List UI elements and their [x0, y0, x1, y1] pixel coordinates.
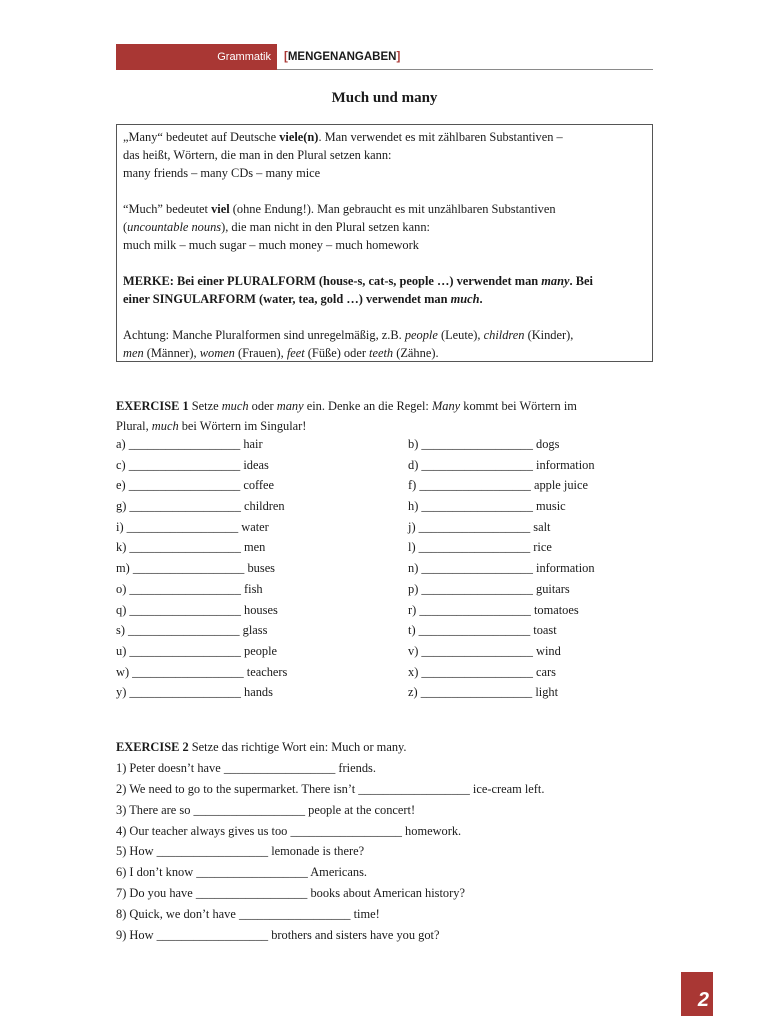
achtung-italic: teeth [369, 346, 394, 360]
page-header [116, 44, 653, 70]
rule-box [116, 124, 653, 362]
exercise-2 [116, 740, 656, 949]
instruction-text: Plural, [116, 419, 152, 433]
much-examples: much milk – much sugar – much money – much homework [123, 238, 419, 252]
rule-text: „Many“ bedeutet auf Deutsche [123, 130, 280, 144]
exercise-1-row [116, 540, 656, 561]
exercise-item[interactable]: e) __________________ coffee [116, 478, 275, 493]
rule-bold: viel [211, 202, 230, 216]
exercise-1-row [116, 582, 656, 603]
exercise-item[interactable]: k) __________________ men [116, 540, 266, 555]
much-rule-line [123, 200, 646, 218]
exercise-item[interactable]: p) __________________ guitars [408, 581, 570, 596]
exercise-2-item[interactable]: 5) How __________________ lemonade is there? [116, 844, 365, 859]
achtung-italic: feet [286, 346, 305, 360]
rule-bold: viele(n) [279, 130, 319, 144]
header-topic-label: MENGENANGABEN [287, 51, 397, 63]
merke-italic: many [541, 274, 570, 288]
rule-text: ( [123, 220, 128, 234]
rule-text: ), die man nicht in den Plural setzen kann: [221, 220, 430, 234]
exercise-1-instructions [116, 396, 656, 436]
rule-text: . Man verwendet es mit zählbaren Substantiven – [318, 130, 563, 144]
exercise-item[interactable]: t) __________________ toast [408, 623, 557, 638]
achtung-italic: men [123, 346, 144, 360]
exercise-item[interactable]: f) __________________ apple juice [408, 478, 588, 493]
bracket-open: [ [284, 51, 288, 63]
exercise-2-item[interactable]: 7) Do you have __________________ books about American history? [116, 886, 465, 901]
exercise-2-instructions [116, 740, 656, 761]
exercise-item[interactable]: v) __________________ wind [408, 643, 561, 658]
exercise-2-item[interactable]: 6) I don’t know __________________ Americans. [116, 865, 368, 880]
exercise-item[interactable]: d) __________________ information [408, 457, 595, 472]
many-rule-line [123, 128, 646, 146]
rule-italic: uncountable nouns [127, 220, 222, 234]
exercise-2-list [116, 761, 656, 949]
exercise-1-row [116, 520, 656, 541]
exercise-2-item[interactable]: 4) Our teacher always gives us too __________________ homework. [116, 823, 462, 838]
instruction-text: oder [248, 399, 277, 413]
bracket-close: ] [396, 51, 401, 63]
achtung-line-1 [123, 326, 646, 344]
exercise-1-row [116, 623, 656, 644]
achtung-text: (Kinder), [524, 328, 574, 342]
achtung-text: (Männer), [143, 346, 200, 360]
page-number: 2 [681, 972, 713, 1016]
exercise-item[interactable]: h) __________________ music [408, 499, 566, 514]
achtung-italic: people [404, 328, 438, 342]
exercise-2-item[interactable]: 2) We need to go to the supermarket. There isn’t __________________ ice-cream left. [116, 781, 545, 796]
exercise-item[interactable]: z) __________________ light [408, 685, 559, 700]
page-title: Much und many [331, 90, 438, 106]
exercise-1-row [116, 603, 656, 624]
merke-text: einer SINGULARFORM (water, tea, gold …) verwendet man [123, 292, 451, 306]
exercise-1-row [116, 665, 656, 686]
exercise-1-row [116, 478, 656, 499]
exercise-1-line-2 [116, 416, 656, 436]
exercise-2-item[interactable]: 8) Quick, we don’t have __________________ time! [116, 907, 380, 922]
instruction-text: ein. Denke an die Regel: [303, 399, 432, 413]
instruction-italic: Many [431, 399, 461, 413]
exercise-label: EXERCISE 1 [116, 399, 189, 413]
exercise-2-item[interactable]: 1) Peter doesn’t have __________________ friends. [116, 760, 376, 775]
exercise-item[interactable]: s) __________________ glass [116, 623, 268, 638]
exercise-item[interactable]: o) __________________ fish [116, 581, 263, 596]
exercise-1-grid [116, 437, 656, 706]
rule-text: (ohne Endung!). Man gebraucht es mit unzählbaren Substantiven [229, 202, 556, 216]
exercise-item[interactable]: w) __________________ teachers [116, 664, 288, 679]
achtung-text: (Frauen), [234, 346, 287, 360]
instruction-italic: much [151, 419, 179, 433]
achtung-text: (Zähne). [393, 346, 439, 360]
achtung-text: (Füße) oder [304, 346, 370, 360]
merke-line-1 [123, 272, 646, 290]
exercise-1-row [116, 458, 656, 479]
exercise-2-item[interactable]: 3) There are so __________________ people at the concert! [116, 802, 416, 817]
exercise-item[interactable]: y) __________________ hands [116, 685, 273, 700]
achtung-text: (Leute), [437, 328, 484, 342]
header-section-label: Grammatik [116, 44, 277, 70]
exercise-item[interactable]: i) __________________ water [116, 519, 269, 534]
exercise-label: EXERCISE 2 [116, 740, 189, 754]
achtung-italic: women [199, 346, 235, 360]
instruction-italic: many [276, 399, 304, 413]
merke-text: . [479, 292, 483, 306]
exercise-item[interactable]: r) __________________ tomatoes [408, 602, 579, 617]
exercise-item[interactable]: x) __________________ cars [408, 664, 556, 679]
rule-text: “Much” bedeutet [123, 202, 212, 216]
exercise-1-row [116, 499, 656, 520]
instruction-italic: much [221, 399, 249, 413]
much-rule-line-2 [123, 218, 646, 236]
header-topic [284, 44, 400, 70]
exercise-1-row [116, 437, 656, 458]
achtung-text: Achtung: Manche Pluralformen sind unregelmäßig, z.B. [123, 328, 405, 342]
merke-text: MERKE: Bei einer PLURALFORM (house-s, cat-s, people …) verwendet man [123, 274, 542, 288]
instruction-text: Setze das richtige Wort ein: Much or many. [188, 740, 407, 754]
achtung-line-2 [123, 344, 646, 362]
exercise-item[interactable]: q) __________________ houses [116, 602, 278, 617]
exercise-1-line-1 [116, 396, 656, 416]
exercise-item[interactable]: a) __________________ hair [116, 437, 263, 451]
exercise-2-item[interactable]: 9) How __________________ brothers and sisters have you got? [116, 928, 440, 943]
merke-italic: much [450, 292, 480, 306]
instruction-text: kommt bei Wörtern im [460, 399, 577, 413]
exercise-1-row [116, 561, 656, 582]
merke-text: . Bei [569, 274, 593, 288]
exercise-item[interactable]: m) __________________ buses [116, 561, 276, 576]
instruction-text: bei Wörtern im Singular! [178, 419, 307, 433]
exercise-item[interactable]: c) __________________ ideas [116, 457, 269, 472]
many-examples: many friends – many CDs – many mice [123, 166, 321, 180]
merke-line-2 [123, 290, 646, 308]
exercise-item[interactable]: j) __________________ salt [408, 519, 551, 534]
exercise-item[interactable]: u) __________________ people [116, 643, 278, 658]
exercise-item[interactable]: g) __________________ children [116, 499, 285, 514]
many-rule-line-2: das heißt, Wörtern, die man in den Plural setzen kann: [123, 148, 392, 162]
instruction-text: Setze [188, 399, 222, 413]
exercise-item[interactable]: b) __________________ dogs [408, 437, 560, 451]
achtung-italic: children [483, 328, 525, 342]
exercise-item[interactable]: n) __________________ information [408, 561, 595, 576]
exercise-1-row [116, 644, 656, 665]
exercise-item[interactable]: l) __________________ rice [408, 540, 552, 555]
exercise-1-row [116, 685, 656, 706]
